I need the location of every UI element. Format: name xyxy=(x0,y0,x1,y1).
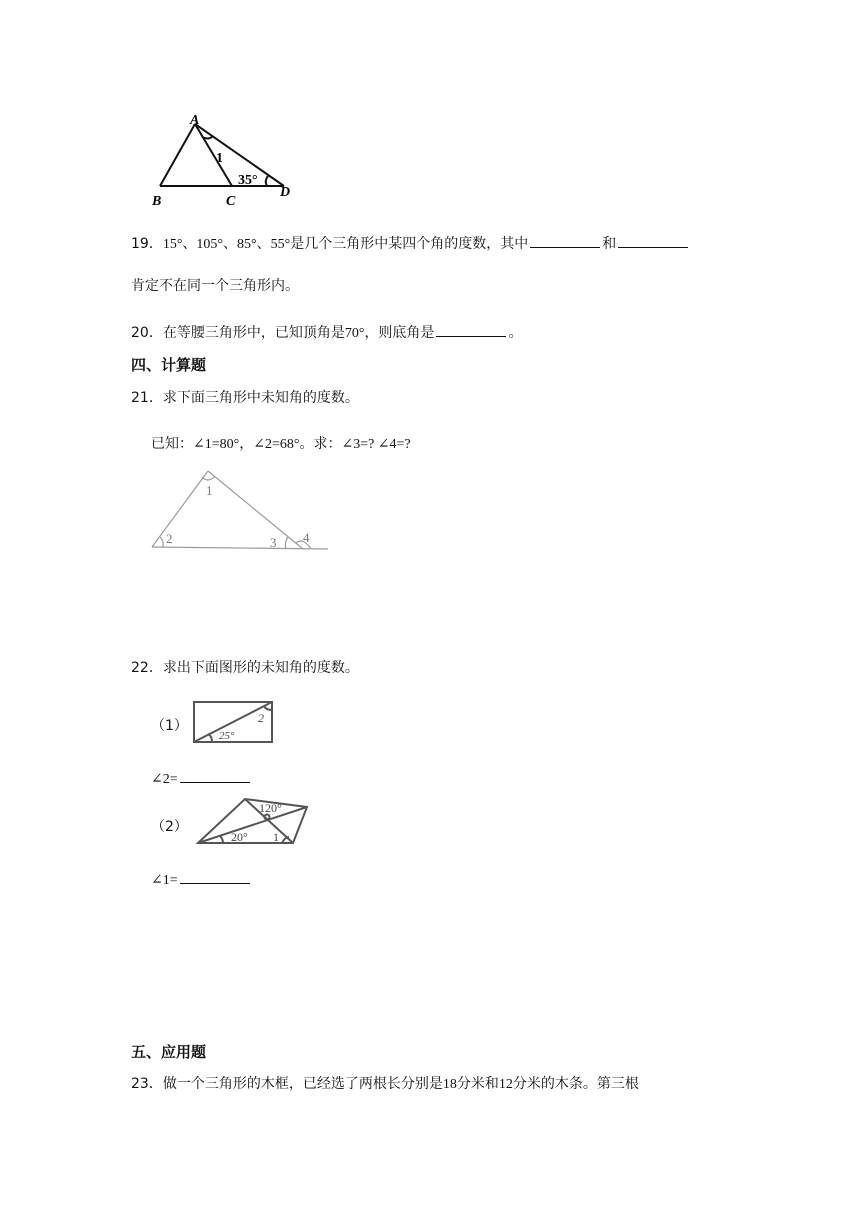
angle-1-label: 1 xyxy=(206,483,213,498)
label-b: B xyxy=(152,194,162,209)
answer-blank[interactable] xyxy=(436,321,506,337)
given-angle-2: ∠2=68° xyxy=(253,437,300,452)
question-19-line2: 肯定不在同一个三角形内。 xyxy=(131,278,299,294)
triangle-angles-figure xyxy=(148,465,333,555)
question-21 xyxy=(131,388,359,408)
conjunction: 和 xyxy=(602,236,617,252)
angle-1-label: 1 xyxy=(216,151,223,166)
answer-blank[interactable] xyxy=(180,767,250,783)
given-angle-1: ∠1=80° xyxy=(193,437,240,452)
side-right xyxy=(208,471,303,549)
length-1: 18 xyxy=(442,1077,457,1092)
angle-d-label: 35° xyxy=(238,173,258,188)
angle-2-arc xyxy=(160,537,163,547)
part-1-label: （1） xyxy=(151,718,188,734)
unit-text-2: 分米的木条。第三根 xyxy=(512,1076,639,1092)
unit-text-1: 分米和 xyxy=(456,1076,499,1092)
segment-ab xyxy=(160,124,195,186)
answer-blank-1[interactable] xyxy=(530,232,600,248)
angle-2-label: 2 xyxy=(258,711,264,725)
part-2-answer xyxy=(151,868,252,891)
label-a: A xyxy=(190,113,200,128)
diagonal-1 xyxy=(198,807,307,843)
question-text: 求下面三角形中未知角的度数。 xyxy=(162,390,359,406)
question-19 xyxy=(131,232,690,255)
answer-prefix: ∠1= xyxy=(151,873,178,888)
angle-120-mark xyxy=(265,815,270,820)
question-number: 19． xyxy=(131,236,163,252)
given-label: 已知： xyxy=(151,436,193,452)
label-d: D xyxy=(280,185,291,200)
side-left xyxy=(152,471,208,547)
quadrilateral-figure xyxy=(193,795,313,847)
end-mark: 。 xyxy=(508,325,523,341)
angle-1-arc xyxy=(202,137,212,139)
question-text: 在等腰三角形中，已知顶角是 xyxy=(162,325,345,341)
angle-1-label: 1 xyxy=(273,830,279,844)
question-text: 求出下面图形的未知角的度数。 xyxy=(162,660,359,676)
angle-d-arc xyxy=(266,176,268,186)
ask-label: 。求： xyxy=(299,436,342,452)
question-21-given xyxy=(151,434,411,455)
angle-2-arc xyxy=(264,706,272,710)
answer-blank[interactable] xyxy=(180,868,250,884)
angle-25-arc xyxy=(208,734,212,742)
segment-ac xyxy=(195,124,232,186)
angle-25-label: 25° xyxy=(219,730,235,742)
angle-3-arc xyxy=(285,537,288,549)
length-2: 12 xyxy=(498,1077,513,1092)
part-1-answer xyxy=(151,767,252,790)
question-number: 23． xyxy=(131,1076,163,1092)
question-text-2: ，则底角是 xyxy=(364,325,435,341)
ask-angles: ∠3=? ∠4=? xyxy=(341,437,411,452)
angle-20-arc xyxy=(220,836,223,843)
answer-prefix: ∠2= xyxy=(151,772,178,787)
separator: ， xyxy=(239,436,254,452)
label-c: C xyxy=(226,194,236,209)
question-22 xyxy=(131,658,359,678)
question-number: 20． xyxy=(131,325,163,341)
answer-blank-2[interactable] xyxy=(618,232,688,248)
angle-4-label: 4 xyxy=(303,530,310,545)
question-text: 做一个三角形的木框，已经选了两根长分别是 xyxy=(162,1076,443,1092)
angle-20-label: 20° xyxy=(231,830,248,844)
question-text: 是几个三角形中某四个角的度数，其中 xyxy=(290,236,529,252)
section-heading-5: 五、应用题 xyxy=(131,1043,207,1061)
angle-3-label: 3 xyxy=(270,535,277,550)
part-2-label: （2） xyxy=(151,819,188,835)
apex-angle-value: 70° xyxy=(344,326,365,341)
angle-2-label: 2 xyxy=(166,531,173,546)
angle-values: 15°、105°、85°、55° xyxy=(162,237,291,252)
rectangle-diagonal-figure xyxy=(192,700,276,746)
question-number: 21． xyxy=(131,390,163,406)
triangle-abcd-figure xyxy=(150,110,300,210)
question-20 xyxy=(131,321,522,344)
question-number: 22． xyxy=(131,660,163,676)
section-heading-4: 四、计算题 xyxy=(131,356,207,374)
question-23 xyxy=(131,1074,639,1095)
angle-120-label: 120° xyxy=(259,801,282,815)
